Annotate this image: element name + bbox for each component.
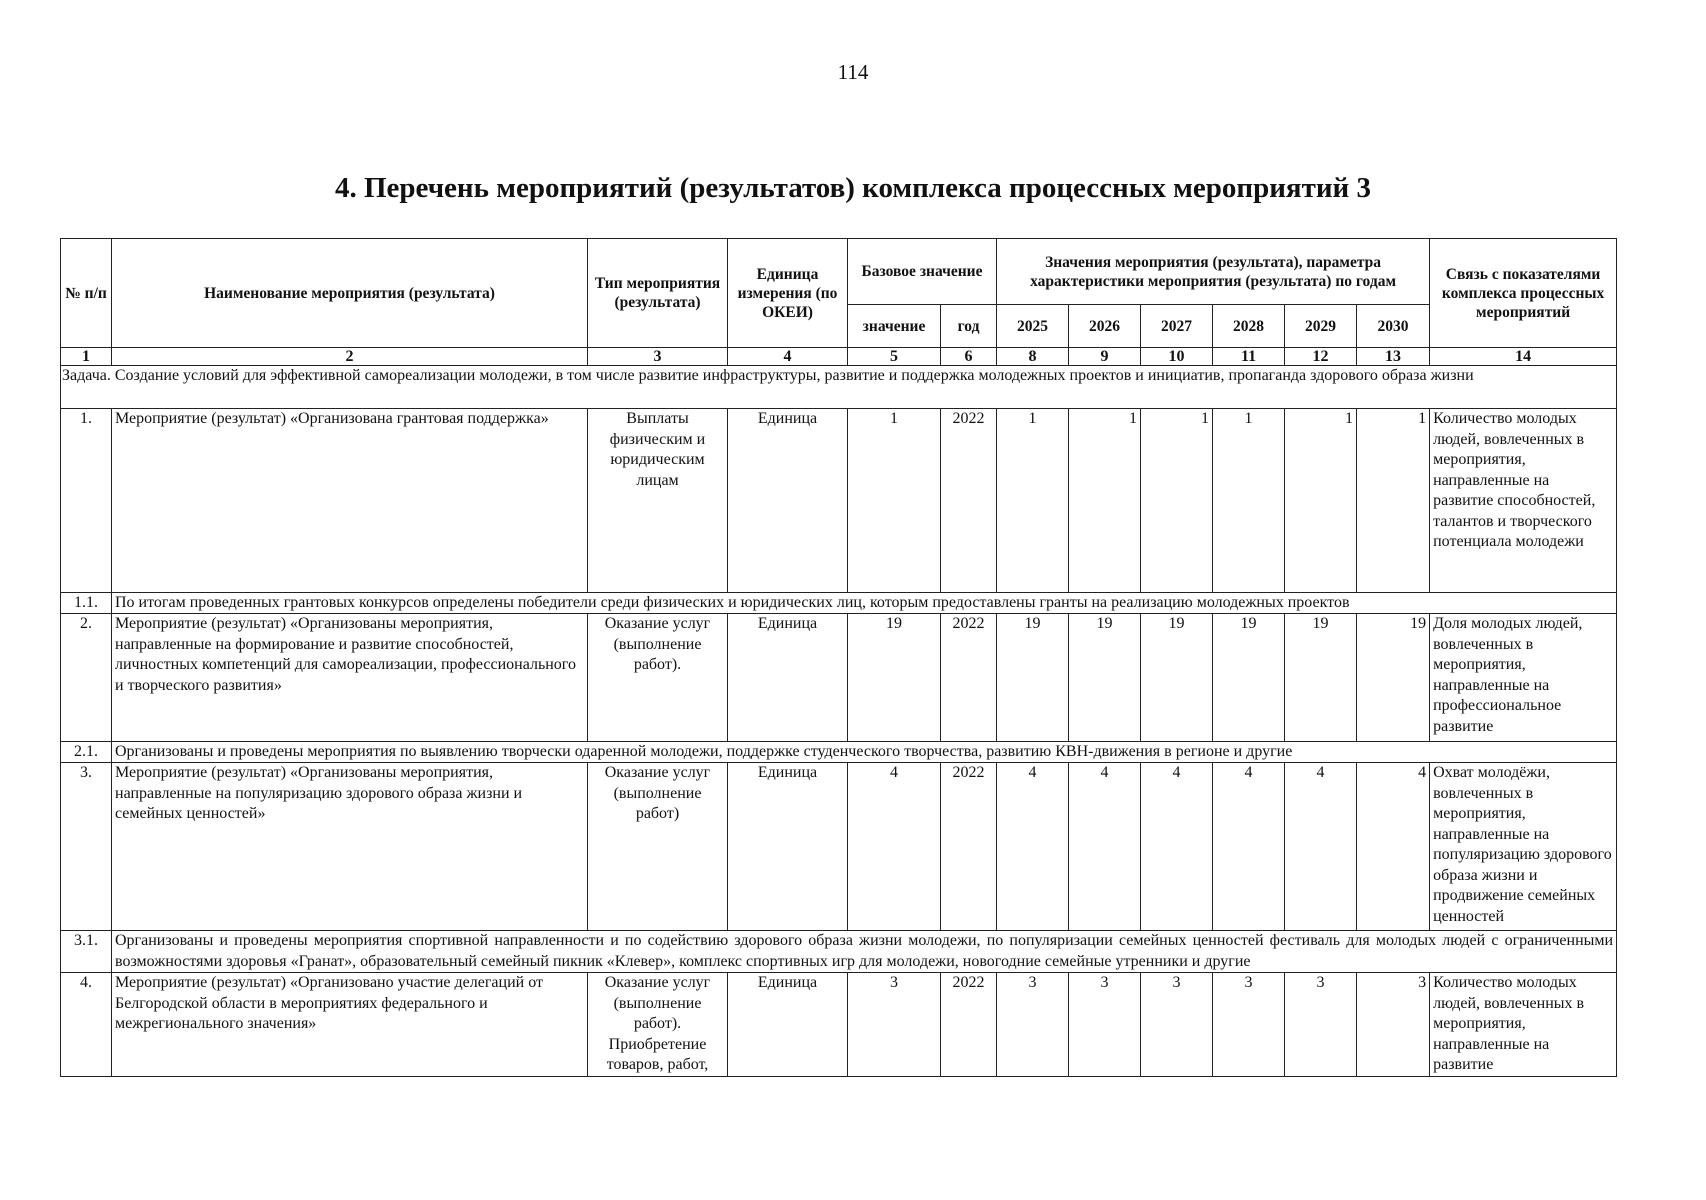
row-value-2030: 3: [1357, 973, 1430, 1077]
sub-row-text: По итогам проведенных грантовых конкурсов определены победители среди физических и юридических лиц, которым предоставлены гранты на реализацию молодежных проектов: [112, 593, 1617, 614]
header-base-year: год: [941, 305, 997, 348]
row-value-2025: 1: [997, 409, 1069, 593]
table-row: [61, 409, 1617, 593]
row-value-2027: 3: [1141, 973, 1213, 1077]
row-base-value: 3: [848, 973, 941, 1077]
row-num: 4.: [61, 973, 112, 1077]
header-year: 2029: [1285, 305, 1357, 348]
task-text: Задача. Создание условий для эффективной самореализации молодежи, в том числе развитие инфраструктуры, развитие и поддержка молодежных проектов и инициатив, пропаганда здорового образа жизни: [61, 366, 1617, 409]
column-number: 3: [588, 348, 728, 366]
row-type: Оказание услуг (выполнение работ).: [588, 614, 728, 742]
row-base-year: 2022: [941, 763, 997, 931]
row-value-2026: 3: [1069, 973, 1141, 1077]
row-value-2028: 4: [1213, 763, 1285, 931]
row-value-2029: 3: [1285, 973, 1357, 1077]
column-number: 2: [112, 348, 588, 366]
column-number: 6: [941, 348, 997, 366]
column-numbers-row: [61, 348, 1617, 366]
row-name: Мероприятие (результат) «Организованы мероприятия, направленные на формирование и развитие способностей, личностных компетенций для самореализации, профессионального и творческого развития»: [112, 614, 588, 742]
column-number: 11: [1213, 348, 1285, 366]
row-unit: Единица: [728, 763, 848, 931]
table-row: [61, 614, 1617, 742]
header-year: 2026: [1069, 305, 1141, 348]
document-title: 4. Перечень мероприятий (результатов) комплекса процессных мероприятий 3: [334, 172, 1372, 204]
header-link: Связь с показателями комплекса процессных мероприятий: [1430, 239, 1617, 348]
row-value-2026: 19: [1069, 614, 1141, 742]
column-number: 9: [1069, 348, 1141, 366]
row-base-value: 1: [848, 409, 941, 593]
column-number: 8: [997, 348, 1069, 366]
row-link: Доля молодых людей, вовлеченных в мероприятия, направленные на профессиональное развитие: [1430, 614, 1617, 742]
row-unit: Единица: [728, 409, 848, 593]
row-base-value: 4: [848, 763, 941, 931]
row-base-value: 19: [848, 614, 941, 742]
table-row: [61, 763, 1617, 931]
measures-table: [60, 238, 1617, 1077]
row-type: Оказание услуг (выполнение работ): [588, 763, 728, 931]
row-unit: Единица: [728, 614, 848, 742]
sub-row-num: 3.1.: [61, 931, 112, 973]
header-base-value: значение: [848, 305, 941, 348]
column-number: 4: [728, 348, 848, 366]
row-value-2029: 19: [1285, 614, 1357, 742]
row-value-2028: 3: [1213, 973, 1285, 1077]
column-number: 5: [848, 348, 941, 366]
row-num: 3.: [61, 763, 112, 931]
sub-row-num: 1.1.: [61, 593, 112, 614]
row-base-year: 2022: [941, 973, 997, 1077]
row-value-2030: 4: [1357, 763, 1430, 931]
sub-row-text: Организованы и проведены мероприятия по выявлению творчески одаренной молодежи, поддержке студенческого творчества, развитию КВН-движения в регионе и другие: [112, 742, 1617, 763]
header-year: 2028: [1213, 305, 1285, 348]
column-number: 1: [61, 348, 112, 366]
row-type: Выплаты физическим и юридическим лицам: [588, 409, 728, 593]
column-number: 14: [1430, 348, 1617, 366]
row-link: Количество молодых людей, вовлеченных в мероприятия, направленные на развитие способностей, талантов и творческого потенциала молодежи: [1430, 409, 1617, 593]
row-base-year: 2022: [941, 409, 997, 593]
row-base-year: 2022: [941, 614, 997, 742]
row-value-2027: 4: [1141, 763, 1213, 931]
row-value-2026: 1: [1069, 409, 1141, 593]
header-num: № п/п: [61, 239, 112, 348]
row-value-2029: 4: [1285, 763, 1357, 931]
row-value-2030: 19: [1357, 614, 1430, 742]
sub-row-text: Организованы и проведены мероприятия спортивной направленности и по содействию здорового образа жизни молодежи, по популяризации семейных ценностей фестиваль для молодых людей с ограниченными возможностями здоровья «Гранат», образовательный семейный пикник «Клевер», комплекс спортивных игр для молодежи, новогодние семейные утренники и другие: [112, 931, 1617, 973]
header-year: 2025: [997, 305, 1069, 348]
sub-row: [61, 742, 1617, 763]
row-type: Оказание услуг (выполнение работ). Приобретение товаров, работ,: [588, 973, 728, 1077]
column-number: 13: [1357, 348, 1430, 366]
row-value-2027: 19: [1141, 614, 1213, 742]
row-value-2029: 1: [1285, 409, 1357, 593]
row-link: Количество молодых людей, вовлеченных в мероприятия, направленные на развитие: [1430, 973, 1617, 1077]
row-value-2026: 4: [1069, 763, 1141, 931]
sub-row: [61, 593, 1617, 614]
row-value-2025: 4: [997, 763, 1069, 931]
header-base: Базовое значение: [848, 239, 997, 305]
header-year: 2027: [1141, 305, 1213, 348]
row-value-2030: 1: [1357, 409, 1430, 593]
task-row: [61, 366, 1617, 409]
column-number: 12: [1285, 348, 1357, 366]
column-number: 10: [1141, 348, 1213, 366]
page-number: 114: [837, 60, 869, 84]
row-name: Мероприятие (результат) «Организована грантовая поддержка»: [112, 409, 588, 593]
sub-row: [61, 931, 1617, 973]
header-year: 2030: [1357, 305, 1430, 348]
header-name: Наименование мероприятия (результата): [112, 239, 588, 348]
row-value-2028: 1: [1213, 409, 1285, 593]
row-num: 1.: [61, 409, 112, 593]
sub-row-num: 2.1.: [61, 742, 112, 763]
table-row: [61, 973, 1617, 1077]
row-value-2028: 19: [1213, 614, 1285, 742]
header-values-group: Значения мероприятия (результата), параметра характеристики мероприятия (результата) по годам: [997, 239, 1430, 305]
row-num: 2.: [61, 614, 112, 742]
row-value-2027: 1: [1141, 409, 1213, 593]
row-value-2025: 3: [997, 973, 1069, 1077]
row-name: Мероприятие (результат) «Организованы мероприятия, направленные на популяризацию здорового образа жизни и семейных ценностей»: [112, 763, 588, 931]
row-name: Мероприятие (результат) «Организовано участие делегаций от Белгородской области в мероприятиях федерального и межрегионального значения»: [112, 973, 588, 1077]
row-value-2025: 19: [997, 614, 1069, 742]
row-link: Охват молодёжи, вовлеченных в мероприятия, направленные на популяризацию здорового образа жизни и продвижение семейных ценностей: [1430, 763, 1617, 931]
header-unit: Единица измерения (по ОКЕИ): [728, 239, 848, 348]
row-unit: Единица: [728, 973, 848, 1077]
header-type: Тип мероприятия (результата): [588, 239, 728, 348]
